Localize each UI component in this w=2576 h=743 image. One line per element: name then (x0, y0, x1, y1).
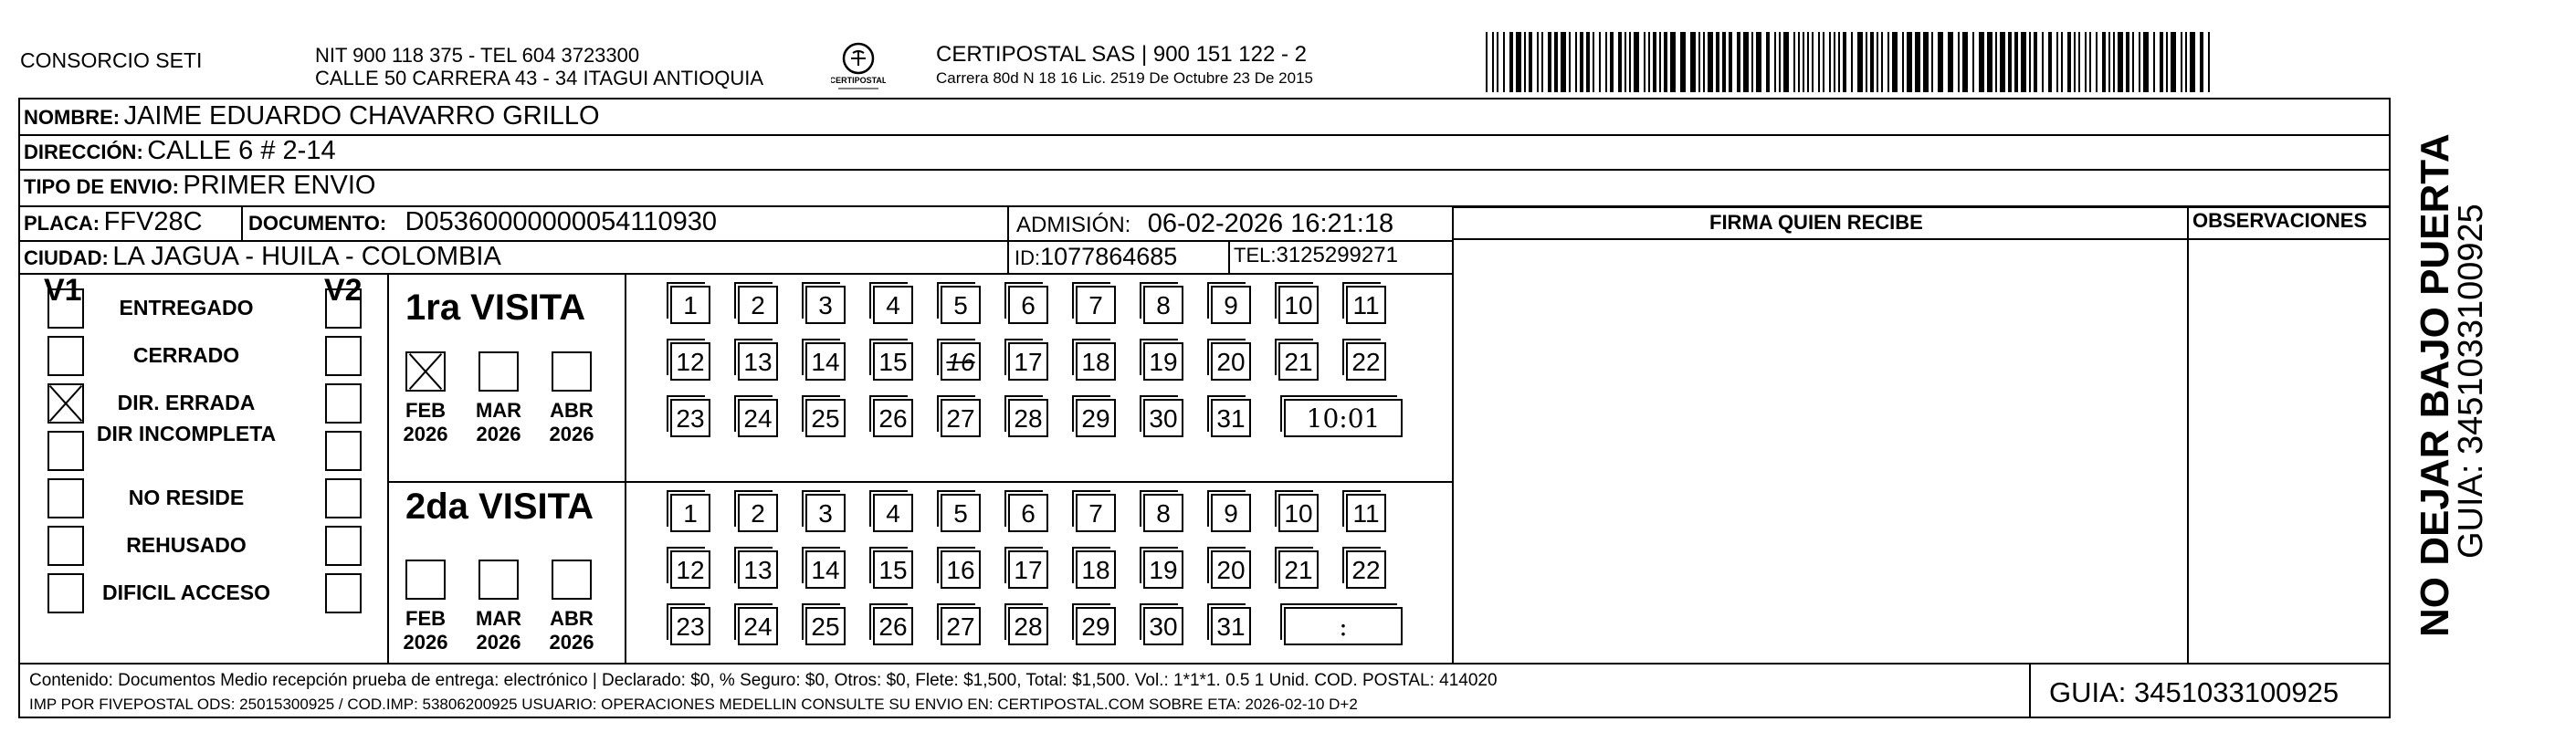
tipo-envio-label: TIPO DE ENVIO: (24, 175, 179, 198)
status-option-label: DIR. ERRADA (117, 391, 256, 414)
status-option-label: DIR INCOMPLETA (96, 422, 277, 445)
first-visit-day-1[interactable]: 1 (670, 286, 710, 324)
license-line: Carrera 80d N 18 16 Lic. 2519 De Octubre 23 De 2015 (936, 69, 1313, 87)
second-visit-day-14[interactable]: 14 (805, 550, 846, 589)
month-year: 2026 (476, 631, 521, 654)
tel-value: 3125299271 (1276, 243, 1398, 267)
address-line: CALLE 50 CARRERA 43 - 34 ITAGUI ANTIOQUIA (315, 67, 764, 89)
second-visit-title: 2da VISITA (405, 487, 594, 527)
first-visit-day-15[interactable]: 15 (873, 342, 913, 381)
documento-value: D05360000000054110930 (405, 207, 717, 236)
status-option-label: ENTREGADO (119, 296, 254, 319)
company-name: CONSORCIO SETI (20, 48, 203, 72)
v2-header: V2 (324, 273, 363, 308)
second-visit-month-label-2 (471, 607, 526, 654)
first-visit-day-28[interactable]: 28 (1008, 399, 1048, 437)
second-visit-month-checkbox-1[interactable] (405, 560, 446, 600)
first-visit-month-label-1 (398, 399, 453, 446)
first-visit-day-16[interactable]: 16 (941, 342, 981, 381)
second-visit-day-15[interactable]: 15 (873, 550, 913, 589)
first-visit-day-27[interactable]: 27 (941, 399, 981, 437)
admision-value: 06-02-2026 16:21:18 (1147, 209, 1394, 238)
first-visit-day-19[interactable]: 19 (1143, 342, 1183, 381)
contenido-text: Contenido: Documentos Medio recepción prueba de entrega: electrónico | Declarado: $0, % Seguro: $0, Otros: $0, Flete: $1,500, Total: $1,500. Vol.: 1*1*1. 0.5 1 Unid. COD. POSTAL: 414020 (29, 671, 1498, 690)
documento-label: DOCUMENTO: (248, 212, 387, 235)
first-visit-day-9[interactable]: 9 (1211, 286, 1251, 324)
second-visit-day-8[interactable]: 8 (1143, 494, 1183, 532)
first-visit-month-label-2 (471, 399, 526, 446)
second-visit-day-3[interactable]: 3 (805, 494, 846, 532)
second-visit-day-9[interactable]: 9 (1211, 494, 1251, 532)
month-year: 2026 (549, 631, 594, 654)
barcode (1486, 32, 2211, 92)
first-visit-day-29[interactable]: 29 (1076, 399, 1116, 437)
first-visit-month-checkbox-2[interactable] (478, 351, 519, 392)
v1-header: V1 (44, 273, 82, 308)
first-visit-day-13[interactable]: 13 (738, 342, 778, 381)
second-visit-day-26[interactable]: 26 (873, 607, 913, 645)
second-visit-day-13[interactable]: 13 (738, 550, 778, 589)
second-visit-month-checkbox-2[interactable] (478, 560, 519, 600)
second-visit-day-23[interactable]: 23 (670, 607, 710, 645)
status-option-label: NO RESIDE (128, 486, 245, 509)
second-visit-day-2[interactable]: 2 (738, 494, 778, 532)
second-visit-day-28[interactable]: 28 (1008, 607, 1048, 645)
first-visit-day-8[interactable]: 8 (1143, 286, 1183, 324)
nit-line: NIT 900 118 375 - TEL 604 3723300 (315, 44, 640, 67)
status-option-label: REHUSADO (126, 533, 247, 557)
second-visit-day-1[interactable]: 1 (670, 494, 710, 532)
second-visit-day-11[interactable]: 11 (1346, 494, 1386, 532)
second-visit-day-24[interactable]: 24 (738, 607, 778, 645)
month-year: 2026 (476, 423, 521, 445)
month-year: 2026 (403, 631, 448, 654)
second-visit-day-31[interactable]: 31 (1211, 607, 1251, 645)
first-visit-day-21[interactable]: 21 (1278, 342, 1319, 381)
first-visit-month-checkbox-1[interactable] (405, 351, 446, 392)
first-visit-day-5[interactable]: 5 (941, 286, 981, 324)
first-visit-day-30[interactable]: 30 (1143, 399, 1183, 437)
second-visit-day-10[interactable]: 10 (1278, 494, 1319, 532)
first-visit-time-box[interactable]: 10:01 (1284, 399, 1403, 437)
second-visit-day-30[interactable]: 30 (1143, 607, 1183, 645)
first-visit-day-31[interactable]: 31 (1211, 399, 1251, 437)
first-visit-day-25[interactable]: 25 (805, 399, 846, 437)
second-visit-time-box[interactable]: : (1284, 607, 1403, 645)
month-name: FEB (405, 607, 446, 630)
month-name: ABR (550, 607, 594, 630)
shipping-form (18, 98, 2391, 718)
second-visit-month-checkbox-3[interactable] (552, 560, 592, 600)
nombre-label: NOMBRE: (24, 106, 121, 129)
tipo-envio-value: PRIMER ENVIO (183, 171, 376, 200)
month-name: FEB (405, 399, 446, 422)
first-visit-day-18[interactable]: 18 (1076, 342, 1116, 381)
second-visit-day-27[interactable]: 27 (941, 607, 981, 645)
status-option-label: CERRADO (132, 343, 240, 367)
first-visit-day-14[interactable]: 14 (805, 342, 846, 381)
imp-text: IMP POR FIVEPOSTAL ODS: 25015300925 / COD.IMP: 53806200925 USUARIO: OPERACIONES MEDELLIN CONSULTE SU ENVIO EN: CERTIPOSTAL.COM SOBRE ETA: 2026-02-10 D+2 (29, 696, 1358, 713)
first-visit-day-26[interactable]: 26 (873, 399, 913, 437)
direccion-value: CALLE 6 # 2-14 (147, 136, 336, 165)
first-visit-month-checkbox-3[interactable] (552, 351, 592, 392)
second-visit-day-25[interactable]: 25 (805, 607, 846, 645)
second-visit-day-12[interactable]: 12 (670, 550, 710, 589)
second-visit-month-label-3 (544, 607, 599, 654)
first-visit-day-3[interactable]: 3 (805, 286, 846, 324)
certipostal-logo (831, 40, 886, 95)
first-visit-day-20[interactable]: 20 (1211, 342, 1251, 381)
first-visit-title: 1ra VISITA (405, 288, 586, 328)
month-year: 2026 (549, 423, 594, 445)
second-visit-month-label-1 (398, 607, 453, 654)
placa-value: FFV28C (103, 207, 203, 236)
second-visit-day-20[interactable]: 20 (1211, 550, 1251, 589)
second-visit-day-18[interactable]: 18 (1076, 550, 1116, 589)
id-label: ID: (1015, 246, 1041, 269)
ciudad-label: CIUDAD: (24, 246, 109, 269)
second-visit-day-22[interactable]: 22 (1346, 550, 1386, 589)
second-visit-day-17[interactable]: 17 (1008, 550, 1048, 589)
first-visit-day-7[interactable]: 7 (1076, 286, 1116, 324)
month-name: MAR (475, 399, 522, 422)
first-visit-day-22[interactable]: 22 (1346, 342, 1386, 381)
second-visit-day-19[interactable]: 19 (1143, 550, 1183, 589)
month-name: MAR (475, 607, 522, 630)
ciudad-value: LA JAGUA - HUILA - COLOMBIA (112, 242, 501, 271)
footer-guia: GUIA: 3451033100925 (2049, 676, 2339, 708)
id-value: 1077864685 (1040, 243, 1178, 270)
first-visit-day-12[interactable]: 12 (670, 342, 710, 381)
first-visit-day-11[interactable]: 11 (1346, 286, 1386, 324)
nombre-value: JAIME EDUARDO CHAVARRO GRILLO (123, 101, 600, 131)
first-visit-month-label-3 (544, 399, 599, 446)
placa-label: PLACA: (24, 212, 100, 235)
direccion-label: DIRECCIÓN: (24, 141, 143, 163)
first-visit-day-6[interactable]: 6 (1008, 286, 1048, 324)
first-visit-day-4[interactable]: 4 (873, 286, 913, 324)
first-visit-day-10[interactable]: 10 (1278, 286, 1319, 324)
status-option-label: DIFICIL ACCESO (101, 581, 270, 604)
second-visit-day-29[interactable]: 29 (1076, 607, 1116, 645)
first-visit-day-17[interactable]: 17 (1008, 342, 1048, 381)
second-visit-day-6[interactable]: 6 (1008, 494, 1048, 532)
svg-text:CERTIPOSTAL: CERTIPOSTAL (831, 76, 886, 85)
admision-label: ADMISIÓN: (1016, 213, 1131, 237)
first-visit-day-24[interactable]: 24 (738, 399, 778, 437)
observaciones-header: OBSERVACIONES (2192, 209, 2368, 232)
firma-header: FIRMA QUIEN RECIBE (1709, 211, 1923, 234)
second-visit-day-5[interactable]: 5 (941, 494, 981, 532)
month-name: ABR (550, 399, 594, 422)
second-visit-day-7[interactable]: 7 (1076, 494, 1116, 532)
second-visit-day-21[interactable]: 21 (1278, 550, 1319, 589)
side-warning: NO DEJAR BAJO PUERTA (2413, 133, 2457, 637)
month-year: 2026 (403, 423, 448, 445)
first-visit-day-23[interactable]: 23 (670, 399, 710, 437)
certipostal-line: CERTIPOSTAL SAS | 900 151 122 - 2 (936, 42, 1307, 67)
first-visit-day-2[interactable]: 2 (738, 286, 778, 324)
second-visit-day-4[interactable]: 4 (873, 494, 913, 532)
second-visit-day-16[interactable]: 16 (941, 550, 981, 589)
tel-label: TEL: (1234, 244, 1277, 267)
side-guia: GUIA: 3451033100925 (2452, 204, 2490, 559)
